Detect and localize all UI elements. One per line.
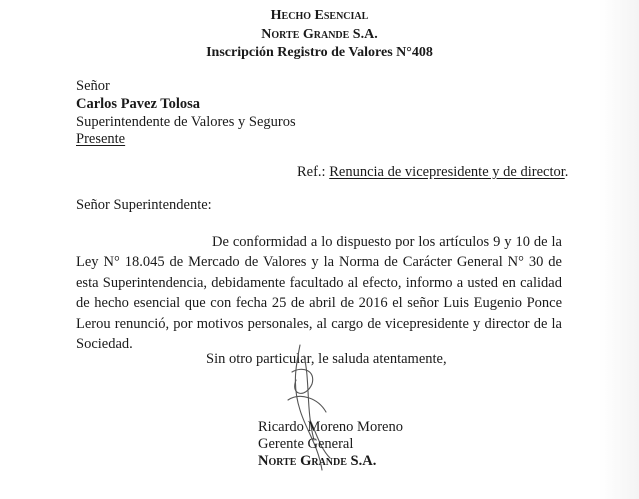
recipient-presente: Presente xyxy=(76,131,126,147)
reference-line xyxy=(297,164,568,181)
closing: Sin otro particular, le saluda atentamente, xyxy=(206,351,447,367)
greeting: Señor Superintendente: xyxy=(76,197,212,213)
body-paragraph xyxy=(76,232,562,354)
header-registry: Inscripción Registro de Valores N°408 xyxy=(206,45,433,60)
reference-subject: Renuncia de vicepresidente y de director xyxy=(329,164,565,180)
body-text: De conformidad a lo dispuesto por los artículos 9 y 10 de la Ley N° 18.045 de Mercado de Valores y la Norma de Carácter General N° 30 de esta Superintendencia, debidamente facultado al efecto, informo a usted en calidad de hecho esencial que con fecha 25 de abril de 2016 el señor Luis Eugenio Ponce Lerou renunció, por motivos personales, al cargo de vicepresidente y director de la Sociedad. xyxy=(76,234,562,353)
reference-end: . xyxy=(564,164,569,180)
page-edge-shadow xyxy=(599,0,639,499)
recipient-name: Carlos Pavez Tolosa xyxy=(76,96,201,112)
signatory-name: Ricardo Moreno Moreno xyxy=(258,419,403,435)
header-company: Norte Grande S.A. xyxy=(261,27,378,42)
signatory-position: Gerente General xyxy=(258,436,354,452)
signatory-company: Norte Grande S.A. xyxy=(258,453,377,469)
header-title: Hecho Esencial xyxy=(270,8,369,23)
reference-label: Ref.: xyxy=(297,164,326,180)
recipient-title: Superintendente de Valores y Seguros xyxy=(76,114,296,130)
recipient-salutation: Señor xyxy=(76,78,110,94)
